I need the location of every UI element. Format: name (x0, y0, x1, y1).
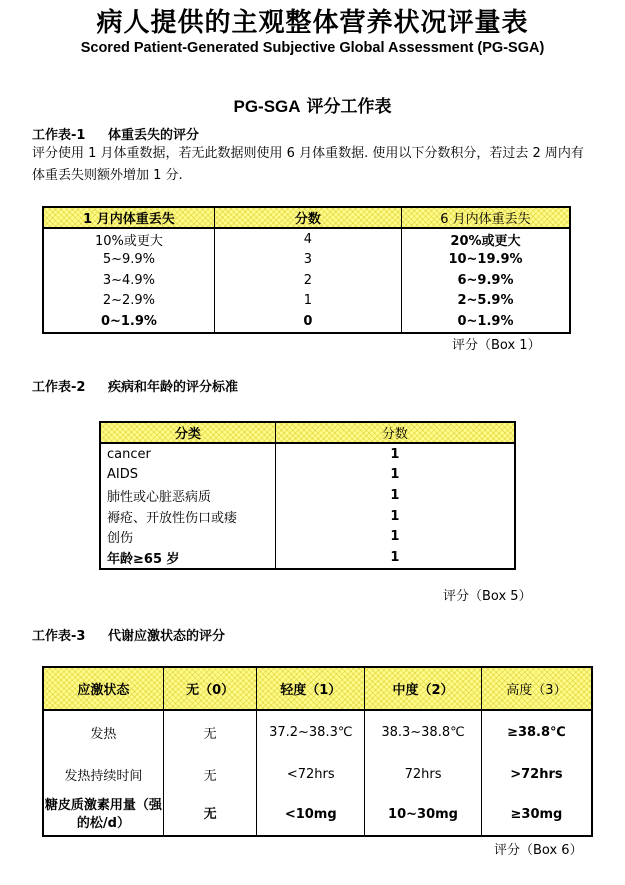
table-row (43, 270, 570, 291)
table-row (100, 443, 515, 465)
worksheet-title-en: PG-SGA (233, 97, 301, 116)
table-header-row (100, 422, 515, 443)
column-header: 分数 (214, 207, 401, 228)
section1-label: 工作表-1 (32, 128, 86, 143)
box1-score-label: 评分（Box 1） (452, 338, 541, 353)
table-cell: cancer (107, 446, 151, 462)
page-subtitle: Scored Patient-Generated Subjective Global Assessment (PG-SGA) (80, 40, 545, 56)
table-row (100, 485, 515, 506)
table-cell: 无 (163, 753, 257, 795)
table-cell: 发热持续时间 (43, 753, 163, 795)
column-header: 无（0） (163, 667, 257, 710)
table-cell: ≥38.8℃ (481, 710, 592, 753)
table-cell: ≥30mg (481, 795, 592, 836)
table-cell: 3~4.9% (102, 272, 156, 288)
table-cell: 1 (214, 291, 401, 312)
table-cell: 肺性或心脏恶病质 (107, 489, 212, 505)
column-header: 1 月内体重丢失 (43, 207, 214, 228)
column-header: 中度（2） (365, 667, 482, 710)
table-cell: <72hrs (257, 753, 365, 795)
table-cell: 10~19.9% (401, 250, 570, 271)
section3-heading (32, 625, 225, 644)
table-cell: 无 (163, 710, 257, 753)
table-header-row (43, 207, 570, 228)
section2-heading (32, 376, 238, 395)
section3-title: 代谢应激状态的评分 (108, 629, 226, 644)
table-row (43, 795, 592, 836)
table-cell: 糖皮质激素用量（强的松/d） (43, 795, 163, 836)
table-row (43, 250, 570, 271)
metabolic-stress-table (42, 666, 593, 837)
table-cell: 37.2~38.3℃ (257, 710, 365, 753)
table-cell: 创伤 (107, 531, 134, 547)
table-row (43, 710, 592, 753)
table-cell: 0 (214, 311, 401, 333)
disease-age-table (99, 421, 516, 570)
table-header-row (43, 667, 592, 710)
table-cell: 2~2.9% (102, 293, 156, 309)
table-cell: 0~1.9% (401, 311, 570, 333)
section2-title: 疾病和年龄的评分标准 (108, 380, 239, 395)
box6-score-label: 评分（Box 6） (494, 843, 583, 858)
table-cell: 38.3~38.8℃ (365, 710, 482, 753)
table-row (43, 291, 570, 312)
table-cell: 褥疮、开放性伤口或瘘 (107, 510, 238, 526)
table-cell: 1 (275, 547, 515, 569)
worksheet-title (0, 92, 625, 117)
table-cell: 1 (275, 465, 515, 486)
column-header: 轻度（1） (257, 667, 365, 710)
table-cell: AIDS (107, 467, 138, 483)
table-cell: 6~9.9% (401, 270, 570, 291)
table-row (43, 228, 570, 250)
table-cell: 发热 (43, 710, 163, 753)
section2-label: 工作表-2 (32, 380, 86, 395)
table-row (100, 465, 515, 486)
table-row (100, 526, 515, 547)
table-cell: 1 (275, 443, 515, 465)
weight-loss-table (42, 206, 571, 334)
column-header: 分数 (275, 422, 515, 443)
table-row (100, 547, 515, 569)
table-cell: 10~30mg (365, 795, 482, 836)
table-cell: 10%或更大 (94, 233, 163, 249)
table-cell: 无 (163, 795, 257, 836)
worksheet-title-zh: 评分工作表 (306, 97, 392, 117)
table-cell: 1 (275, 526, 515, 547)
table-cell: 0~1.9% (100, 313, 157, 329)
section1-heading (32, 124, 199, 143)
table-cell: 4 (214, 228, 401, 250)
table-cell: 2~5.9% (401, 291, 570, 312)
column-header: 高度（3） (481, 667, 592, 710)
table-row (43, 311, 570, 333)
section1-title: 体重丢失的评分 (108, 128, 200, 143)
table-cell: 1 (275, 506, 515, 527)
table-cell: 72hrs (365, 753, 482, 795)
page-title: 病人提供的主观整体营养状况评量表 (96, 8, 529, 38)
table-cell: <10mg (257, 795, 365, 836)
table-cell: 20%或更大 (401, 228, 570, 250)
column-header: 分类 (100, 422, 275, 443)
column-header: 6 月内体重丢失 (401, 207, 570, 228)
table-cell: 年龄≥65 岁 (107, 551, 180, 567)
table-cell: 3 (214, 250, 401, 271)
table-cell: 2 (214, 270, 401, 291)
box5-score-label: 评分（Box 5） (443, 589, 532, 604)
table-row (100, 506, 515, 527)
table-row (43, 753, 592, 795)
table-cell: 1 (275, 485, 515, 506)
section3-label: 工作表-3 (32, 629, 86, 644)
table-cell: 5~9.9% (102, 252, 156, 268)
column-header: 应激状态 (43, 667, 163, 710)
table-cell: >72hrs (481, 753, 592, 795)
section1-instructions: 评分使用 1 月体重数据，若无此数据则使用 6 月体重数据. 使用以下分数积分，若过去 2 周内有体重丢失则额外增加 1 分. (32, 146, 584, 183)
